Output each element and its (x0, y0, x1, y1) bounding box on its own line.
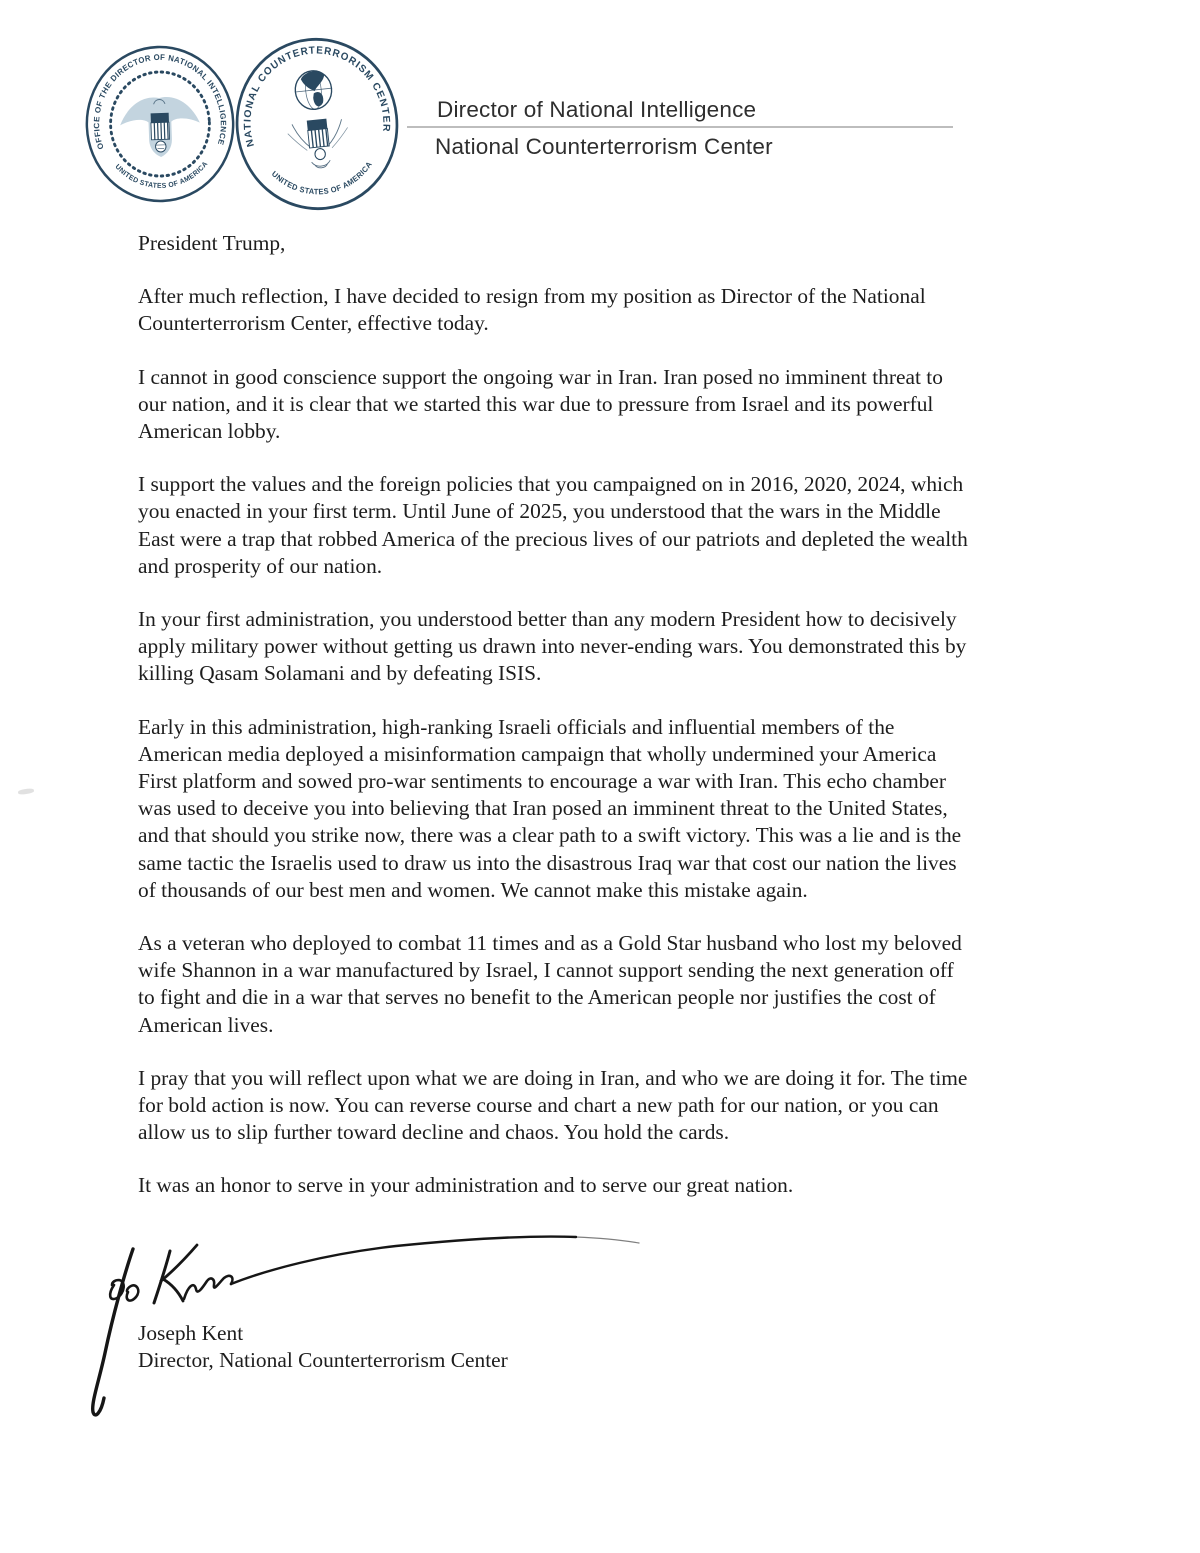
text-line: In your first administration, you understood better than any modern President how to decisively (138, 607, 957, 632)
text-line: As a veteran who deployed to combat 11 times and as a Gold Star husband who lost my beloved (138, 931, 962, 956)
text-line: Counterterrorism Center, effective today. (138, 311, 489, 336)
paragraph (138, 364, 1088, 446)
seal-arc-bottom-text: UNITED STATES OF AMERICA (270, 159, 374, 197)
paragraph (138, 1172, 1088, 1199)
text-line: East were a trap that robbed America of the precious lives of our patriots and depleted the wealth (138, 526, 968, 551)
text-line: to fight and die in a war that serves no benefit to the American people nor justifies the cost of (138, 985, 936, 1010)
salutation: President Trump, (138, 231, 286, 255)
text-line: After much reflection, I have decided to resign from my position as Director of the National (138, 284, 926, 309)
text-line: and prosperity of our nation. (138, 553, 383, 578)
text-line: apply military power without getting us drawn into never-ending wars. You demonstrated this by (138, 634, 967, 659)
text-line: killing Qasam Solamani and by defeating ISIS. (138, 661, 542, 686)
paragraph (138, 714, 1088, 904)
paragraph (138, 930, 1088, 1039)
text-line: our nation, and it is clear that we started this war due to pressure from Israel and its powerful (138, 391, 934, 416)
scan-smudge (18, 788, 35, 795)
seal-arc-bottom-text: UNITED STATES OF AMERICA (113, 160, 210, 191)
seal-arc-top-text: NATIONAL COUNTERTERRORISM CENTER (242, 45, 392, 148)
text-line: for bold action is now. You can reverse course and chart a new path for our nation, or you can (138, 1093, 939, 1118)
nctc-seal (225, 28, 408, 220)
text-line: I pray that you will reflect upon what we are doing in Iran, and who we are doing it for. The time (138, 1065, 968, 1090)
text-line: I cannot in good conscience support the ongoing war in Iran. Iran posed no imminent threat to (138, 364, 943, 389)
seal-arc-top-text: OFFICE OF THE DIRECTOR OF NATIONAL INTELLIGENCE (92, 52, 228, 151)
paragraph (138, 283, 1088, 337)
org-name-nctc: National Counterterrorism Center (435, 134, 773, 159)
odni-seal (81, 41, 238, 206)
text-line: wife Shannon in a war manufactured by Israel, I cannot support sending the next generation off (138, 958, 954, 983)
org-name-dni: Director of National Intelligence (437, 97, 757, 122)
signature-title: Director, National Counterterrorism Center (138, 1348, 508, 1373)
text-line: American lives. (138, 1012, 274, 1037)
text-line: same tactic the Israelis used to draw us into the disastrous Iraq war that cost our nation the lives (138, 850, 957, 875)
text-line: allow us to slip further toward decline and chaos. You hold the cards. (138, 1120, 730, 1145)
letter-body (138, 230, 1088, 1226)
text-line: Early in this administration, high-ranking Israeli officials and influential members of the (138, 714, 895, 739)
text-line: American lobby. (138, 419, 281, 444)
paragraph (138, 606, 1088, 688)
signature-name: Joseph Kent (138, 1321, 244, 1345)
text-line: of thousands of our best men and women. We cannot make this mistake again. (138, 877, 808, 902)
text-line: I support the values and the foreign policies that you campaigned on in 2016, 2020, 2024, which (138, 472, 964, 497)
paragraph (138, 471, 1088, 580)
paragraph (138, 1065, 1088, 1147)
text-line: and that should you strike now, there was a clear path to a swift victory. This was a lie and is the (138, 823, 962, 848)
text-line: was used to deceive you into believing that Iran posed an imminent threat to the United States, (138, 796, 948, 821)
text-line: American media deployed a misinformation campaign that wholly undermined your America (138, 741, 937, 766)
letterhead-divider (407, 126, 953, 128)
signature-block (138, 1320, 508, 1375)
text-line: you enacted in your first term. Until June of 2025, you understood that the wars in the Middle (138, 499, 941, 524)
text-line: First platform and sowed pro-war sentiments to encourage a war with Iran. This echo chamber (138, 769, 947, 794)
text-line: It was an honor to serve in your administration and to serve our great nation. (138, 1173, 794, 1198)
